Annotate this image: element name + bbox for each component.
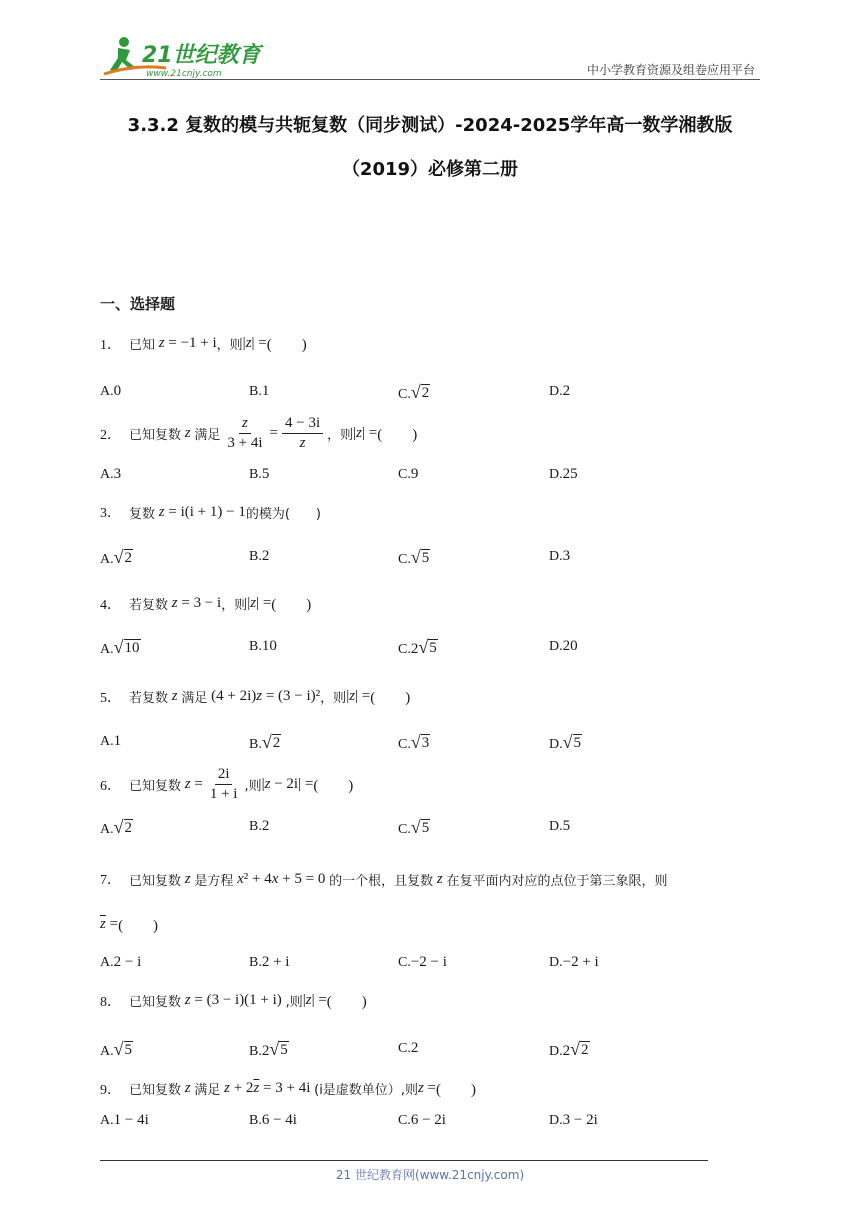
question-1: 1． 已知 z = −1 + i ，则 |z| = ( ) xyxy=(100,335,307,353)
header-divider xyxy=(100,79,760,80)
option-d[interactable]: D. 2 √ 2 xyxy=(549,1039,589,1059)
option-a[interactable]: A. √ 2 xyxy=(100,547,133,567)
option-c[interactable]: C. √ 5 xyxy=(398,817,430,837)
options-8 xyxy=(100,1040,720,1064)
question-5: 5． 若复数 z 满足 (4 + 2i)z = (3 − i)² ，则 |z| = ( ) xyxy=(100,688,411,706)
option-a[interactable]: A. 2 − i xyxy=(100,954,142,970)
options-9 xyxy=(100,1112,720,1136)
option-c[interactable]: C. √ 2 xyxy=(398,382,430,402)
footer-link[interactable]: 21 世纪教育网(www.21cnjy.com) xyxy=(335,1168,525,1182)
option-c[interactable]: C. 6 − 2i xyxy=(398,1112,446,1128)
site-logo xyxy=(96,34,266,80)
option-a[interactable]: A. 0 xyxy=(100,383,122,399)
fraction: $\frac{4 - 3i}{z}$ xyxy=(282,415,323,452)
option-d[interactable]: D. 3 − 2i xyxy=(549,1112,598,1128)
options-1 xyxy=(100,383,720,407)
fraction: $\frac{2i}{1 + i}$ xyxy=(209,766,238,802)
page-title-line2: （2019）必修第二册 xyxy=(341,159,519,180)
option-b[interactable]: B. 2 xyxy=(249,548,270,564)
option-b[interactable]: B. 1 xyxy=(249,383,270,399)
option-d[interactable]: D. −2 + i xyxy=(549,954,599,970)
logo-url-text: www.21cnjy.com xyxy=(146,69,222,79)
question-7-line2: $\overline{z}$ = ( ) xyxy=(100,916,159,934)
option-d[interactable]: D. 20 xyxy=(549,638,578,654)
math-expr: z = −1 + i xyxy=(158,335,217,351)
option-d[interactable]: D. 5 xyxy=(549,818,571,834)
option-b[interactable]: B. 10 xyxy=(249,638,277,654)
option-a[interactable]: A. 1 − 4i xyxy=(100,1112,149,1128)
option-c[interactable]: C. 2 xyxy=(398,1040,419,1056)
options-5 xyxy=(100,733,720,757)
option-a[interactable]: A. √ 5 xyxy=(100,1039,133,1059)
option-a[interactable]: A. √ 10 xyxy=(100,637,140,657)
options-4 xyxy=(100,638,720,662)
option-d[interactable]: D. 3 xyxy=(549,548,571,564)
fraction: $\frac{z}{3 + 4i}$ xyxy=(227,415,263,451)
option-b[interactable]: B. 2 xyxy=(249,818,270,834)
question-4: 4． 若复数 z = 3 − i ，则 |z| = ( ) xyxy=(100,595,312,613)
question-3: 3． 复数 z = i(i + 1) − 1 的模为( ) xyxy=(100,503,321,522)
option-c[interactable]: C. 9 xyxy=(398,466,419,482)
logo-main-text: 21世纪教育 xyxy=(142,43,261,68)
option-c[interactable]: C. √ 3 xyxy=(398,732,430,752)
option-a[interactable]: A. √ 2 xyxy=(100,817,133,837)
option-d[interactable]: D. √ 5 xyxy=(549,732,582,752)
option-a[interactable]: A. 3 xyxy=(100,466,122,482)
option-d[interactable]: D. 2 xyxy=(549,383,571,399)
question-9: 9． 已知复数 z 满足 $z + 2\overline{z} = 3 + 4i$ (i是虚数单位）,则 z = ( ) xyxy=(100,1080,477,1098)
option-b[interactable]: B. 2 + i xyxy=(249,954,290,970)
options-3 xyxy=(100,548,720,572)
option-c[interactable]: C. √ 5 xyxy=(398,547,430,567)
page-title-line1: 3.3.2 复数的模与共轭复数（同步测试）-2024-2025学年高一数学湘教版 xyxy=(127,115,733,136)
option-c[interactable]: C. −2 − i xyxy=(398,954,447,970)
option-b[interactable]: B. 5 xyxy=(249,466,270,482)
question-6: 6． 已知复数 z = $\frac{2i}{1 + i}$ ,则 |z − 2i| = ( ) xyxy=(100,766,354,802)
question-8: 8． 已知复数 z = (3 − i)(1 + i) ,则 |z| = ( ) xyxy=(100,992,367,1010)
question-7: 7． 已知复数 z 是方程 x² + 4x + 5 = 0 的一个根，且复数 z 在复平面内对应的点位于第三象限，则 xyxy=(100,870,668,889)
option-b[interactable]: B. 2 √ 5 xyxy=(249,1039,288,1059)
options-2 xyxy=(100,466,720,490)
option-d[interactable]: D. 25 xyxy=(549,466,578,482)
option-c[interactable]: C. 2 √ 5 xyxy=(398,637,437,657)
option-b[interactable]: B. 6 − 4i xyxy=(249,1112,297,1128)
question-2: 2． 已知复数 z 满足 $\frac{z}{3 + 4i}$ = $\frac{4 - 3i}{z}$ ，则 |z| = ( ) xyxy=(100,415,418,451)
options-6 xyxy=(100,818,720,842)
option-a[interactable]: A. 1 xyxy=(100,733,122,749)
options-7 xyxy=(100,954,720,978)
option-b[interactable]: B. √ 2 xyxy=(249,732,281,752)
section-heading: 一、选择题 xyxy=(100,295,176,313)
footer-divider xyxy=(100,1160,708,1161)
header-platform-text: 中小学教育资源及组卷应用平台 xyxy=(586,63,755,77)
